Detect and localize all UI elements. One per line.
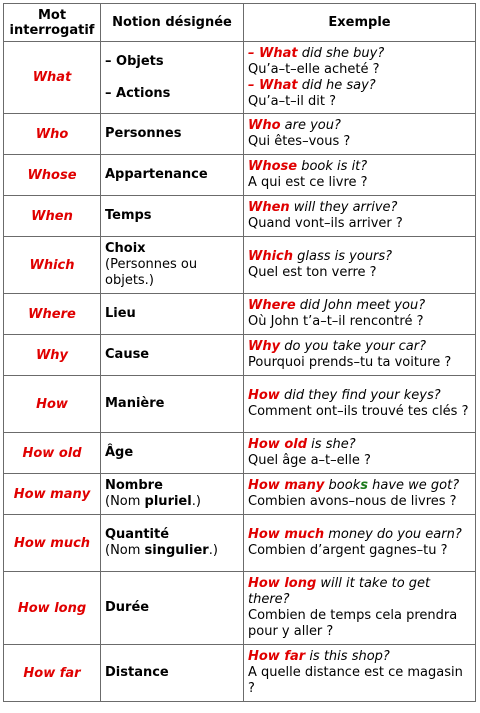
- notion-detail: (Nom pluriel.): [105, 494, 201, 509]
- notion-cell: Personnes: [101, 114, 244, 155]
- header-exemple: Exemple: [244, 4, 476, 42]
- example-cell: [244, 645, 476, 702]
- example-english: How many books have we got?: [248, 478, 460, 493]
- example-french: A quelle distance est ce magasin ?: [248, 665, 463, 696]
- notion-cell: Appartenance: [101, 155, 244, 196]
- example-english: Which glass is yours?: [248, 249, 393, 264]
- notion-line: – Actions: [105, 85, 171, 101]
- word-cell: How old: [4, 433, 101, 474]
- notion-detail: (Nom singulier.): [105, 543, 218, 558]
- example-english: How long will it take to get there?: [248, 576, 431, 607]
- example-english: How did they find your keys?: [248, 388, 441, 403]
- table-row: [4, 196, 476, 237]
- table-row: [4, 335, 476, 376]
- table-row: [4, 433, 476, 474]
- notion-cell: [101, 237, 244, 294]
- example-french: Où John t’a–t–il rencontré ?: [248, 314, 424, 329]
- notion-cell: Durée: [101, 572, 244, 645]
- notion-cell: Distance: [101, 645, 244, 702]
- word-cell: How many: [4, 474, 101, 515]
- example-french: Pourquoi prends–tu ta voiture ?: [248, 355, 452, 370]
- table-row: [4, 237, 476, 294]
- word-cell: Where: [4, 294, 101, 335]
- example-cell: [244, 572, 476, 645]
- notion-cell: Temps: [101, 196, 244, 237]
- example-french: Qu’a–t–elle acheté ?: [248, 61, 380, 77]
- example-cell: [244, 433, 476, 474]
- table-row: [4, 42, 476, 114]
- table-row: [4, 515, 476, 572]
- example-english: How far is this shop?: [248, 649, 390, 664]
- example-french: Qu’a–t–il dit ?: [248, 93, 337, 109]
- table-row: [4, 572, 476, 645]
- table-row: [4, 376, 476, 433]
- example-english: Whose book is it?: [248, 159, 368, 174]
- interrogative-words-table: [3, 3, 476, 702]
- header-notion: Notion désignée: [101, 4, 244, 42]
- example-cell: [244, 42, 476, 114]
- example-english: How much money do you earn?: [248, 527, 462, 542]
- example-cell: [244, 155, 476, 196]
- example-cell: [244, 515, 476, 572]
- notion-line: Choix: [105, 241, 146, 256]
- notion-line: Quantité: [105, 527, 170, 542]
- notion-cell: [101, 42, 244, 114]
- example-cell: [244, 335, 476, 376]
- example-cell: [244, 237, 476, 294]
- example-french: Combien d’argent gagnes–tu ?: [248, 543, 448, 558]
- word-cell: Why: [4, 335, 101, 376]
- table-row: [4, 645, 476, 702]
- header-mot-interrogatif: [4, 4, 101, 42]
- notion-cell: Lieu: [101, 294, 244, 335]
- notion-cell: Âge: [101, 433, 244, 474]
- example-english: – What did he say?: [248, 77, 376, 93]
- example-cell: [244, 474, 476, 515]
- example-french: Quel âge a–t–elle ?: [248, 453, 371, 468]
- table-row: [4, 474, 476, 515]
- example-french: A qui est ce livre ?: [248, 175, 368, 190]
- example-english: When will they arrive?: [248, 200, 398, 215]
- word-cell: How: [4, 376, 101, 433]
- word-cell: How much: [4, 515, 101, 572]
- example-french: Qui êtes–vous ?: [248, 134, 351, 149]
- example-cell: [244, 376, 476, 433]
- example-english: Who are you?: [248, 118, 341, 133]
- word-cell: How far: [4, 645, 101, 702]
- notion-line: – Objets: [105, 53, 164, 69]
- notion-cell: Manière: [101, 376, 244, 433]
- example-english: How old is she?: [248, 437, 356, 452]
- word-cell: Who: [4, 114, 101, 155]
- example-french: Combien avons–nous de livres ?: [248, 494, 457, 509]
- word-cell: Which: [4, 237, 101, 294]
- header-interrogatif: interrogatif: [9, 22, 95, 38]
- example-english: Why do you take your car?: [248, 339, 427, 354]
- table-row: [4, 294, 476, 335]
- header-mot: Mot: [37, 7, 67, 23]
- example-french: Quel est ton verre ?: [248, 265, 377, 280]
- example-cell: [244, 196, 476, 237]
- notion-detail: (Personnes ou objets.): [105, 257, 198, 288]
- example-english: Where did John meet you?: [248, 298, 426, 313]
- example-cell: [244, 114, 476, 155]
- word-cell: What: [4, 42, 101, 114]
- notion-cell: [101, 515, 244, 572]
- notion-cell: Cause: [101, 335, 244, 376]
- example-french: Combien de temps cela prendra pour y aller ?: [248, 608, 458, 639]
- word-cell: When: [4, 196, 101, 237]
- example-french: Quand vont–ils arriver ?: [248, 216, 403, 231]
- word-cell: Whose: [4, 155, 101, 196]
- example-cell: [244, 294, 476, 335]
- table-row: [4, 114, 476, 155]
- notion-cell: [101, 474, 244, 515]
- header-row: [4, 4, 476, 42]
- example-english: – What did she buy?: [248, 45, 385, 61]
- notion-line: Nombre: [105, 478, 163, 493]
- word-cell: How long: [4, 572, 101, 645]
- table-row: [4, 155, 476, 196]
- example-french: Comment ont–ils trouvé tes clés ?: [248, 404, 469, 419]
